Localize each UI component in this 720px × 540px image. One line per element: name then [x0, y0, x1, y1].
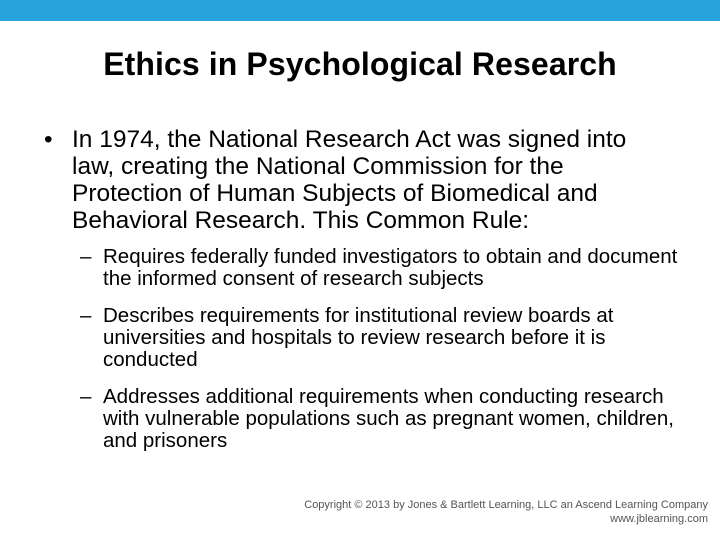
dash-marker: –	[80, 385, 92, 408]
header-bar	[0, 0, 720, 21]
sub-bullet	[80, 246, 690, 290]
main-bullet	[44, 126, 664, 234]
sub-bullet	[80, 386, 690, 452]
slide-title: Ethics in Psychological Research	[103, 46, 617, 82]
sub-bullet-text: Addresses additional requirements when conducting research with vulnerable populations such as pregnant women, children, and prisoners	[103, 385, 674, 452]
bullet-marker: •	[44, 126, 53, 153]
sub-bullet-text: Requires federally funded investigators to obtain and document the informed consent of research subjects	[103, 245, 678, 290]
main-bullet-text: In 1974, the National Research Act was signed into law, creating the National Commission for the Protection of Human Subjects of Biomedical and Behavioral Research. This Common Rule:	[72, 126, 627, 234]
copyright-notice	[288, 498, 708, 526]
publisher-url: www.jblearning.com	[610, 513, 708, 525]
sub-bullet	[80, 305, 690, 371]
dash-marker: –	[80, 245, 92, 268]
dash-marker: –	[80, 304, 92, 327]
copyright-text: Copyright © 2013 by Jones & Bartlett Learning, LLC an Ascend Learning Company	[304, 499, 708, 511]
sub-bullet-text: Describes requirements for institutional review boards at universities and hospitals to review research before it is conducted	[103, 304, 614, 371]
